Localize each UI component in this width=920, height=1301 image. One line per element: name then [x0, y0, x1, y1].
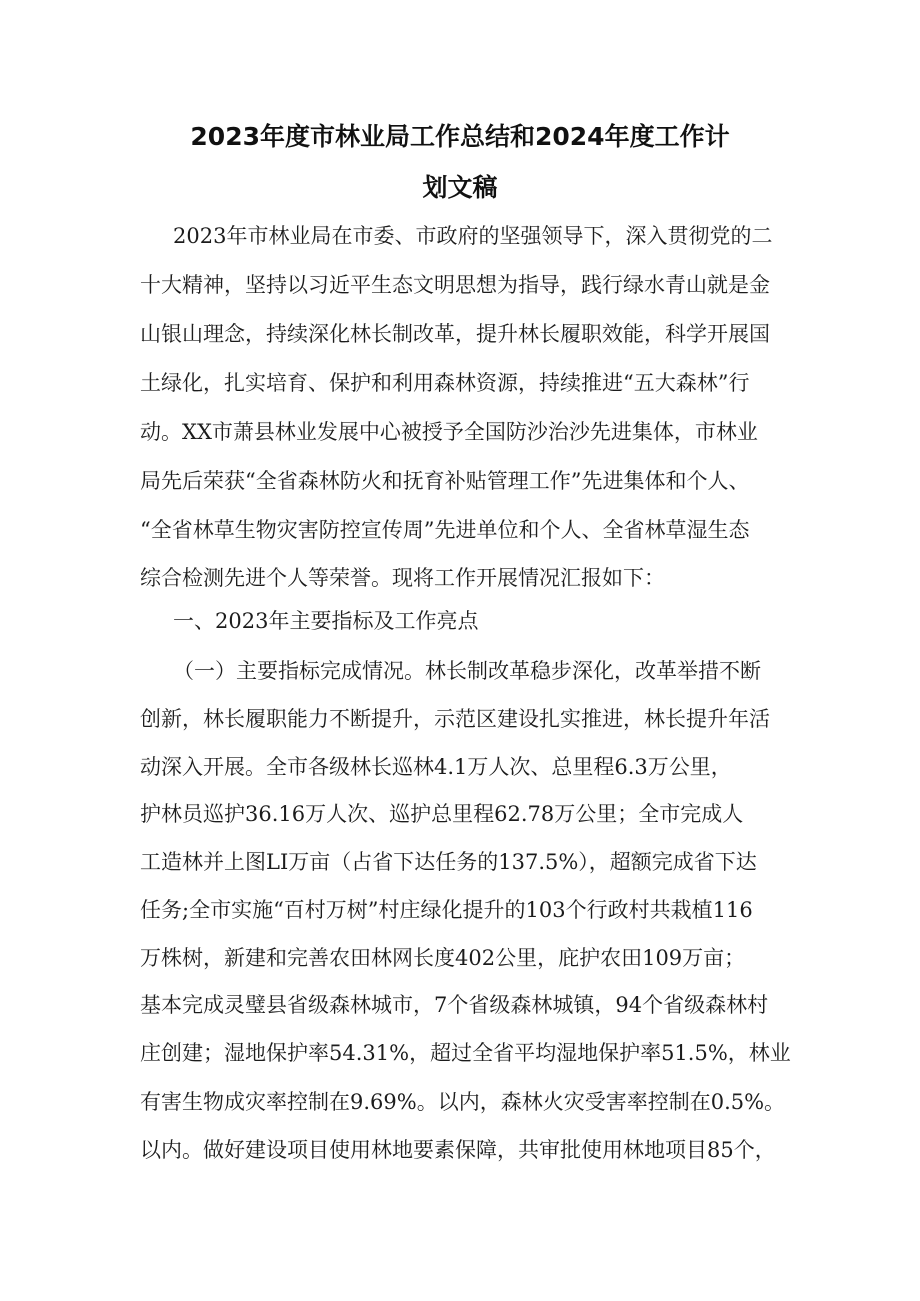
paragraph-1-line: 山银山理念，持续深化林长制改革，提升林长履职效能，科学开展国	[140, 322, 770, 346]
document-title-line-1: 2023年度市林业局工作总结和2024年度工作计	[190, 122, 730, 151]
paragraph-1-line: “全省林草生物灾害防控宣传周”先进单位和个人、全省林草湿生态	[140, 518, 750, 542]
document-title-line-2: 划文稿	[422, 173, 498, 202]
paragraph-2-line: 工造林并上图LI万亩（占省下达任务的137.5%），超额完成省下达	[140, 850, 757, 874]
paragraph-2-line: 万株树，新建和完善农田林网长度402公里，庇护农田109万亩；	[140, 946, 746, 970]
paragraph-1-line: 2023年市林业局在市委、市政府的坚强领导下，深入贯彻党的二	[173, 224, 773, 248]
paragraph-2-line: 护林员巡护36.16万人次、巡护总里程62.78万公里；全市完成人	[140, 802, 744, 826]
paragraph-2-line: 基本完成灵璧县省级森林城市，7个省级森林城镇，94个省级森林村	[140, 993, 769, 1017]
document-body	[140, 0, 800, 1301]
paragraph-2-line: 庄创建；湿地保护率54.31%，超过全省平均湿地保护率51.5%，林业	[140, 1041, 791, 1065]
paragraph-1-line: 局先后荣获“全省森林防火和抚育补贴管理工作”先进集体和个人、	[140, 469, 750, 493]
paragraph-1-line: 十大精神，坚持以习近平生态文明思想为指导，践行绿水青山就是金	[140, 273, 770, 297]
section-heading: 一、2023年主要指标及工作亮点	[173, 609, 479, 633]
paragraph-2-line: 创新，林长履职能力不断提升，示范区建设扎实推进，林长提升年活	[140, 707, 770, 731]
paragraph-2-line: 有害生物成灾率控制在9.69%。以内，森林火灾受害率控制在0.5%。	[140, 1090, 786, 1114]
paragraph-1-line: 土绿化，扎实培育、保护和利用森林资源，持续推进“五大森林”行	[140, 371, 750, 395]
paragraph-2-line: 以内。做好建设项目使用林地要素保障，共审批使用林地项目85个，	[140, 1138, 776, 1162]
paragraph-2-line: （一）主要指标完成情况。林长制改革稳步深化，改革举措不断	[173, 659, 761, 683]
paragraph-2-line: 任务;全市实施“百村万树”村庄绿化提升的103个行政村共栽植116	[140, 898, 753, 922]
paragraph-1-line: 综合检测先进个人等荣誉。现将工作开展情况汇报如下：	[140, 566, 665, 590]
paragraph-2-line: 动深入开展。全市各级林长巡林4.1万人次、总里程6.3万公里，	[140, 755, 732, 779]
paragraph-1-line: 动。XX市萧县林业发展中心被授予全国防沙治沙先进集体，市林业	[140, 420, 758, 444]
